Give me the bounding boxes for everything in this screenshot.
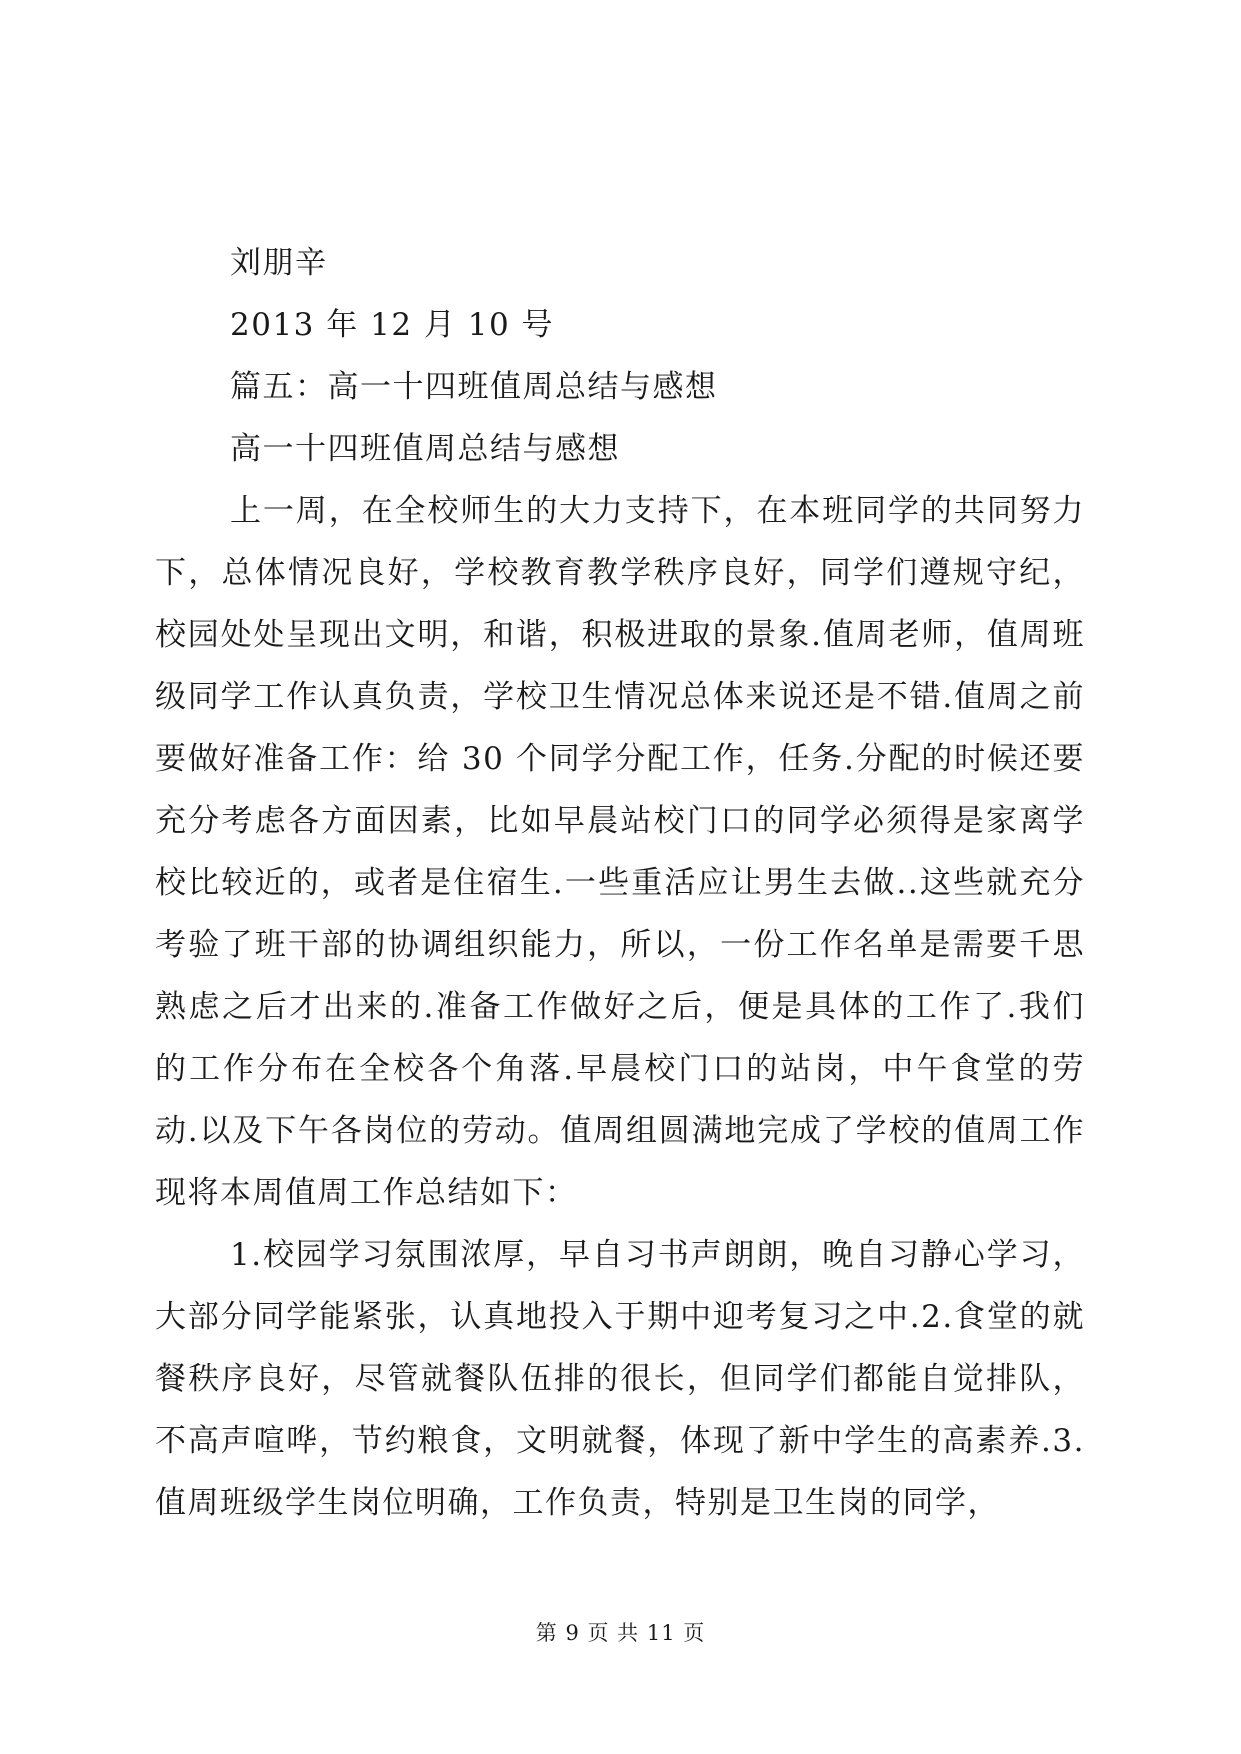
body-paragraph: 上一周，在全校师生的大力支持下，在本班同学的共同努力下，总体情况良好，学校教育教学秩序良好，同学们遵规守纪，校园处处呈现出文明，和谐，积极进取的景象.值周老师，值周班级同学工作认真负责，学校卫生情况总体来说还是不错.值周之前要做好准备工作：给 30 个同学分配工作，任务.分配的时候还要充分考虑各方面因素，比如早晨站校门口的同学必须得是家离学校比较近的，或者是住宿生.一些重活应让男生去做..这些就充分考验了班干部的协调组织能力，所以，一份工作名单是需要千思熟虑之后才出来的.准备工作做好之后，便是具体的工作了.我们的工作分布在全校各个角落.早晨校门口的站岗，中午食堂的劳动.以及下午各岗位的劳动。值周组圆满地完成了学校的值周工作现将本周值周工作总结如下： [155, 493, 1085, 1211]
document-body [155, 232, 1085, 1534]
author-name: 刘朋辛 [230, 245, 328, 281]
document-date: 2013 年 12 月 10 号 [230, 307, 555, 343]
document-title: 高一十四班值周总结与感想 [230, 431, 620, 467]
section-heading: 篇五：高一十四班值周总结与感想 [230, 369, 718, 405]
page-footer: 第 9 页 共 11 页 [535, 1621, 706, 1645]
body-paragraph: 1.校园学习氛围浓厚，早自习书声朗朗，晚自习静心学习，大部分同学能紧张，认真地投入于期中迎考复习之中.2.食堂的就餐秩序良好，尽管就餐队伍排的很长，但同学们都能自觉排队，不高声喧哗，节约粮食，文明就餐，体现了新中学生的高素养.3.值周班级学生岗位明确，工作负责，特别是卫生岗的同学， [155, 1237, 1085, 1521]
